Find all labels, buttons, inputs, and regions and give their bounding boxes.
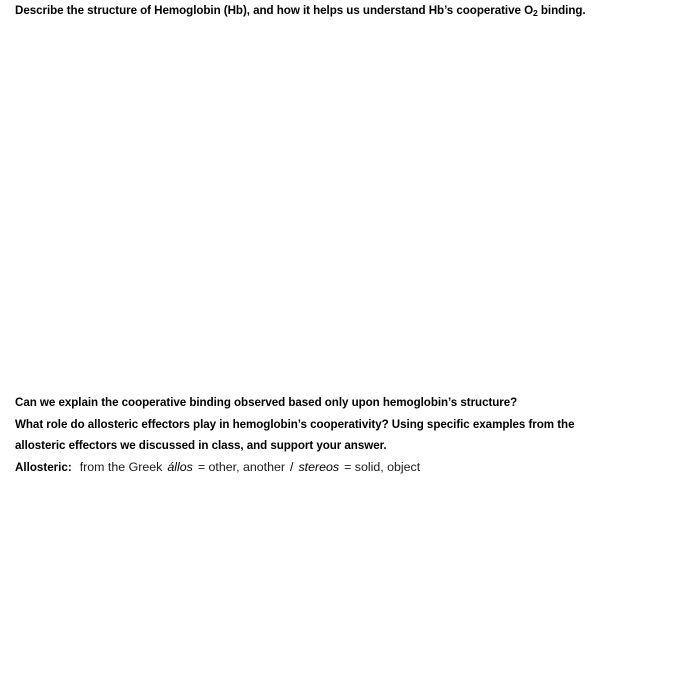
greek-word-allos: állos — [167, 459, 193, 474]
question-line-1: Can we explain the cooperative binding observed based only upon hemoglobin’s structure? — [15, 396, 518, 409]
allosteric-definition — [15, 457, 680, 479]
answer-blank-area — [15, 30, 670, 385]
greek-word-stereos: stereos — [298, 459, 340, 474]
question-line-2: What role do allosteric effectors play in hemoglobin’s cooperativity? Using specific examples from the — [15, 417, 575, 431]
page-title-text-after-subscript: binding. — [537, 4, 586, 17]
allos-meaning: = other, another — [197, 459, 285, 474]
allosteric-term: Allosteric: — [15, 460, 72, 474]
stereos-meaning: = solid, object — [344, 459, 421, 474]
question-line-3: allosteric effectors we discussed in class, and support your answer. — [15, 439, 387, 452]
allosteric-origin-text: from the Greek — [79, 459, 163, 474]
page-title — [15, 4, 675, 18]
question-body — [15, 392, 680, 478]
definition-separator: / — [289, 459, 294, 474]
page-title-subscript: 2 — [533, 8, 538, 18]
page-title-text-before-subscript: Describe the structure of Hemoglobin (Hb), and how it helps us understand Hb’s cooperative O — [15, 4, 534, 17]
